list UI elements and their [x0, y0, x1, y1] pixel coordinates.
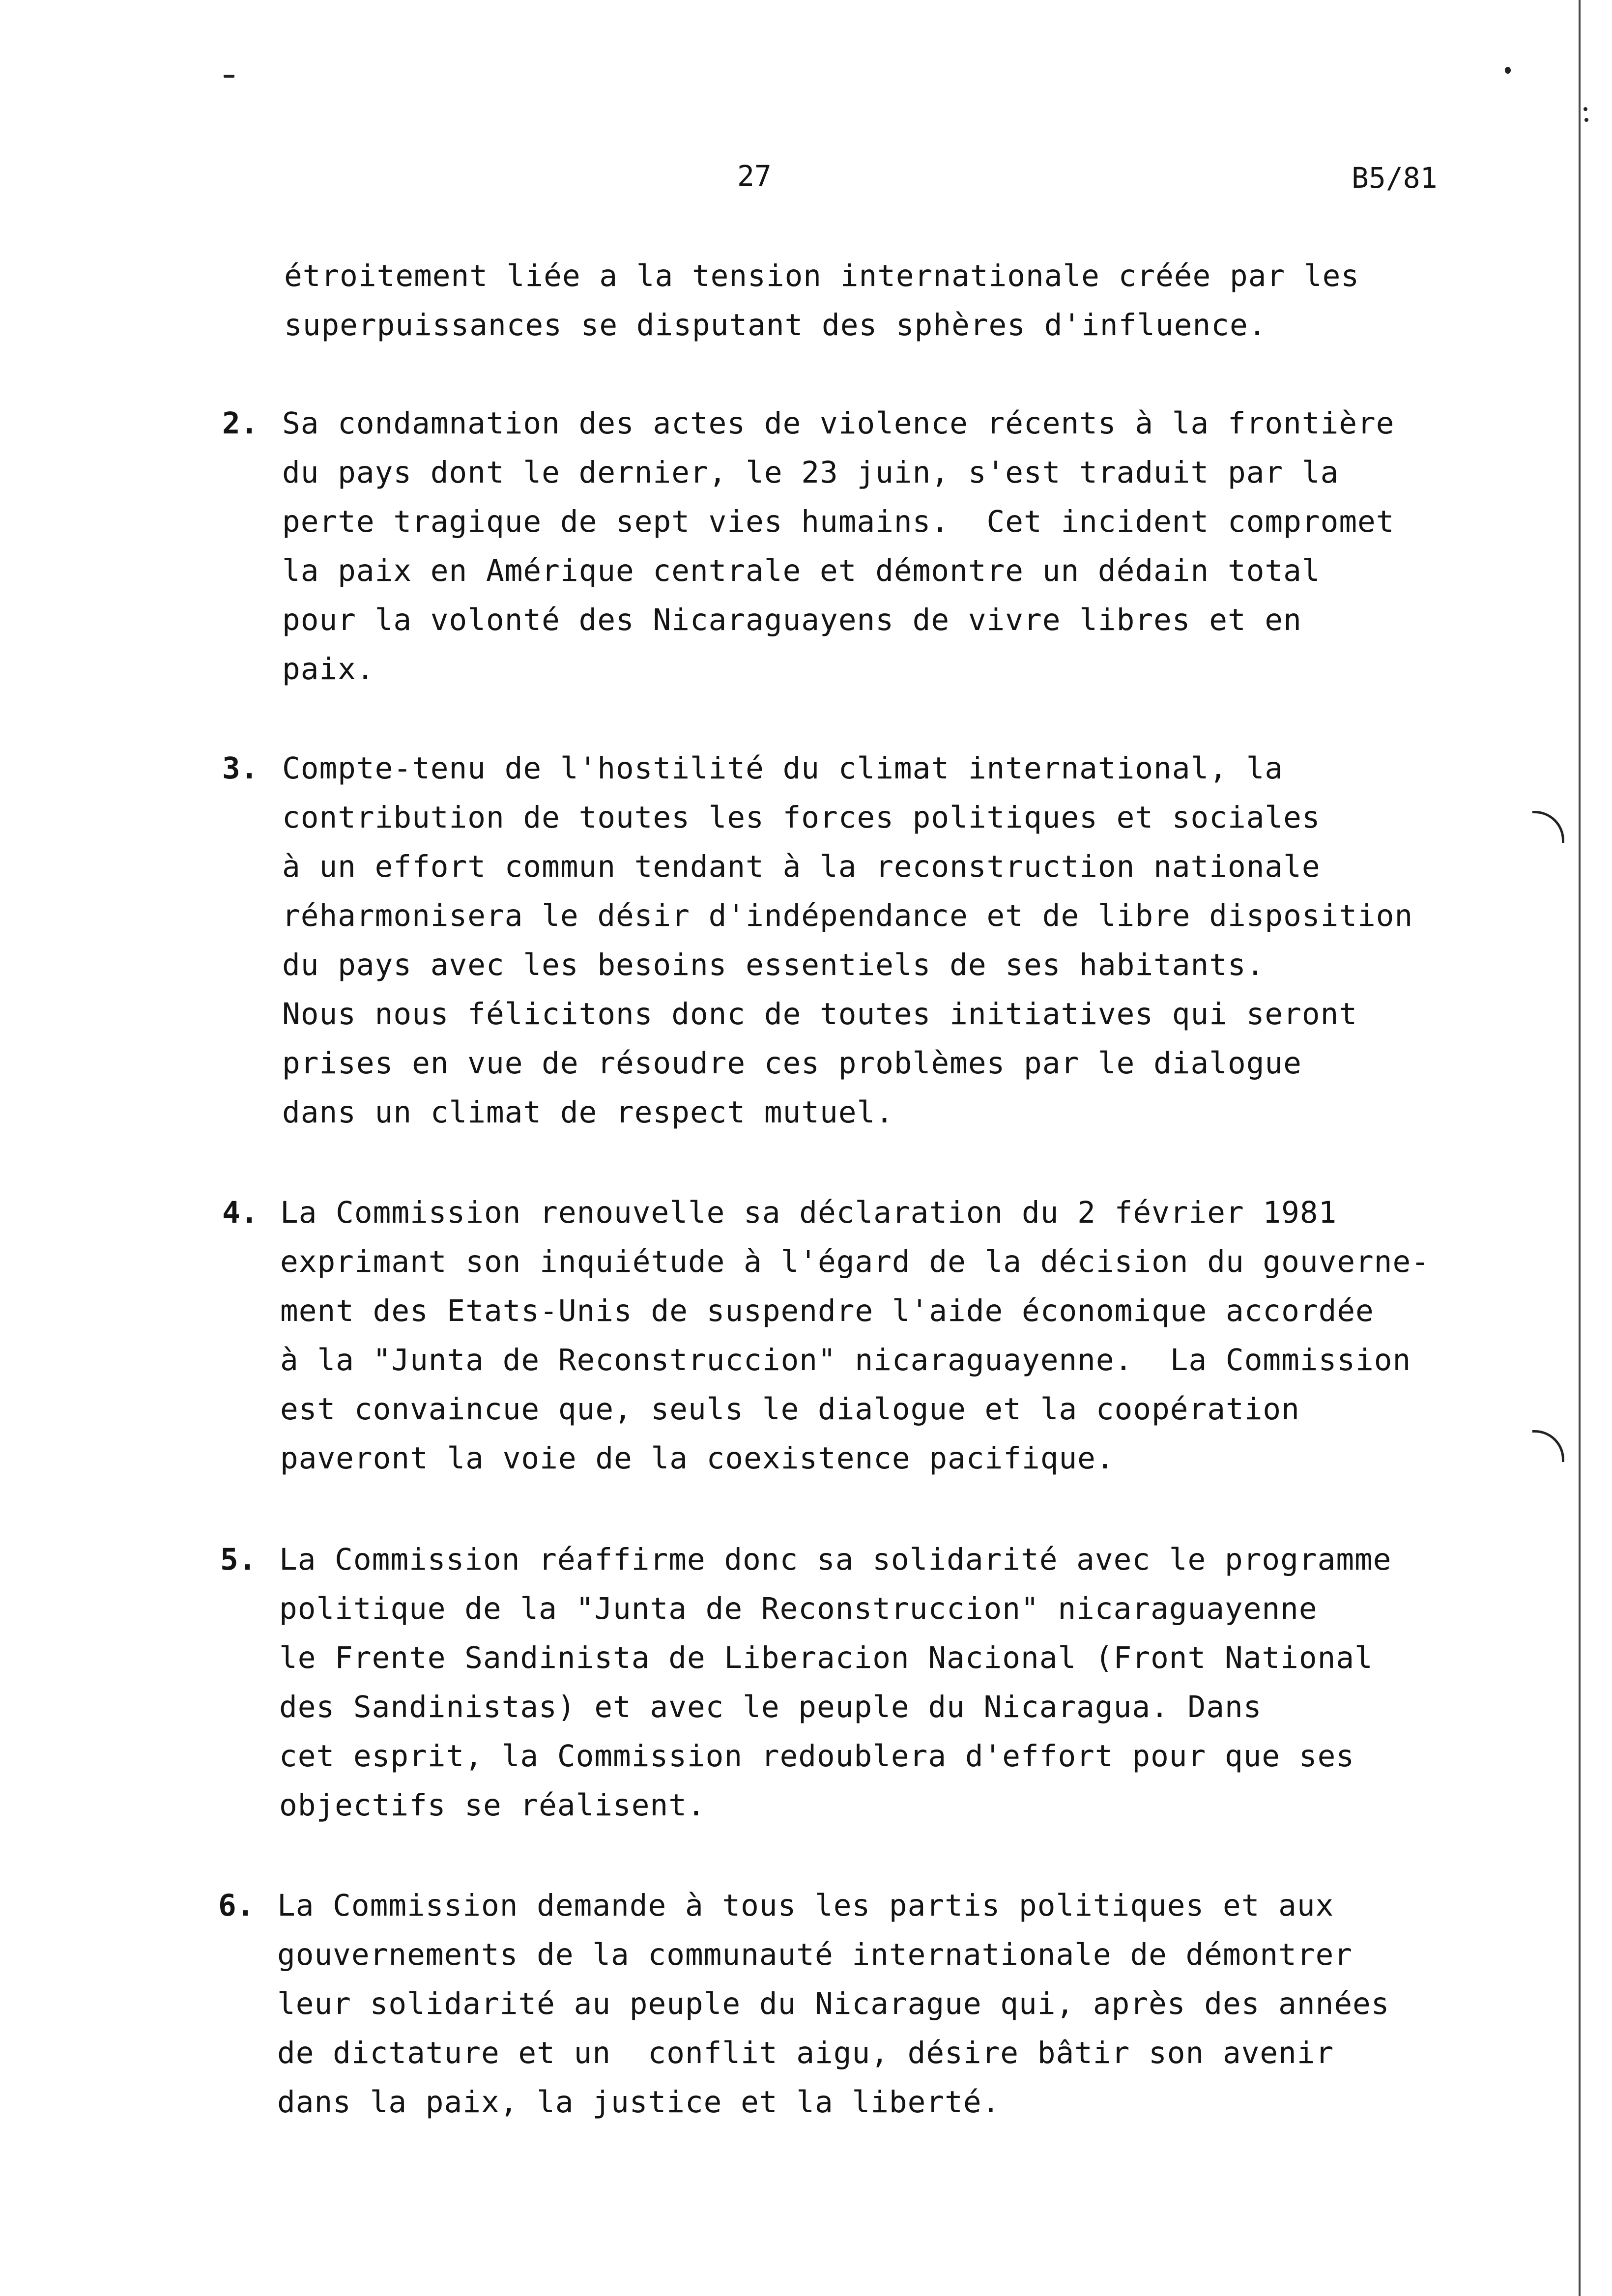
text-line: cet esprit, la Commission redoublera d'effort pour que ses — [279, 1739, 1355, 1774]
item-number: 2. — [222, 406, 259, 441]
scan-speck — [224, 75, 234, 78]
scan-speck — [1583, 107, 1587, 111]
text-line: dans un climat de respect mutuel. — [282, 1095, 894, 1130]
text-line: le Frente Sandinista de Liberacion Nacional (Front National — [279, 1640, 1373, 1675]
text-line: politique de la "Junta de Reconstruccion" nicaraguayenne — [279, 1591, 1318, 1626]
text-line: la paix en Amérique centrale et démontre un dédain total — [282, 553, 1321, 588]
item-number: 3. — [222, 751, 259, 786]
scan-speck — [1584, 118, 1588, 122]
text-line: du pays avec les besoins essentiels de ses habitants. — [282, 947, 1265, 982]
item-number: 5. — [220, 1542, 257, 1577]
text-line: réharmonisera le désir d'indépendance et de libre disposition — [282, 898, 1413, 933]
text-line: contribution de toutes les forces politiques et sociales — [282, 800, 1321, 835]
text-line: leur solidarité au peuple du Nicarague qui, après des années — [277, 1986, 1390, 2021]
text-line: des Sandinistas) et avec le peuple du Nicaragua. Dans — [279, 1690, 1262, 1724]
text-line: La Commission renouvelle sa déclaration du 2 février 1981 — [280, 1195, 1337, 1230]
text-line: pour la volonté des Nicaraguayens de vivre libres et en — [282, 603, 1302, 637]
text-line: superpuissances se disputant des sphères d'influence. — [284, 308, 1267, 343]
text-line: prises en vue de résoudre ces problèmes par le dialogue — [282, 1046, 1302, 1081]
scan-speck — [1505, 67, 1511, 74]
page-edge-rule — [1579, 0, 1581, 2296]
margin-arc-mark — [1532, 811, 1564, 843]
text-line: dans la paix, la justice et la liberté. — [277, 2085, 1001, 2120]
text-line: à un effort commun tendant à la reconstruction nationale — [282, 849, 1321, 884]
text-line: de dictature et un conflit aigu, désire bâtir son avenir — [277, 2036, 1334, 2070]
text-line: à la "Junta de Reconstruccion" nicaraguayenne. La Commission — [280, 1343, 1411, 1378]
text-line: paix. — [282, 652, 375, 687]
margin-arc-mark — [1532, 1430, 1564, 1462]
text-line: gouvernements de la communauté internationale de démontrer — [277, 1937, 1353, 1972]
text-line: est convaincue que, seuls le dialogue et la coopération — [280, 1392, 1300, 1427]
text-line: objectifs se réalisent. — [279, 1788, 706, 1823]
text-line: ment des Etats-Unis de suspendre l'aide économique accordée — [280, 1293, 1374, 1328]
item-number: 6. — [218, 1888, 255, 1923]
text-line: exprimant son inquiétude à l'égard de la décision du gouverne- — [280, 1244, 1430, 1279]
text-line: La Commission réaffirme donc sa solidarité avec le programme — [279, 1542, 1392, 1577]
document-reference: B5/81 — [1352, 161, 1438, 195]
page-number: 27 — [737, 159, 772, 193]
text-line: du pays dont le dernier, le 23 juin, s'est traduit par la — [282, 455, 1339, 490]
text-line: La Commission demande à tous les partis politiques et aux — [277, 1888, 1334, 1923]
text-line: étroitement liée a la tension internationale créée par les — [284, 258, 1360, 293]
text-line: Sa condamnation des actes de violence récents à la frontière — [282, 406, 1395, 441]
text-line: Compte-tenu de l'hostilité du climat international, la — [282, 751, 1284, 786]
text-line: perte tragique de sept vies humains. Cet incident compromet — [282, 504, 1395, 539]
item-number: 4. — [222, 1195, 259, 1230]
text-line: Nous nous félicitons donc de toutes initiatives qui seront — [282, 997, 1358, 1032]
text-line: paveront la voie de la coexistence pacifique. — [280, 1441, 1115, 1476]
